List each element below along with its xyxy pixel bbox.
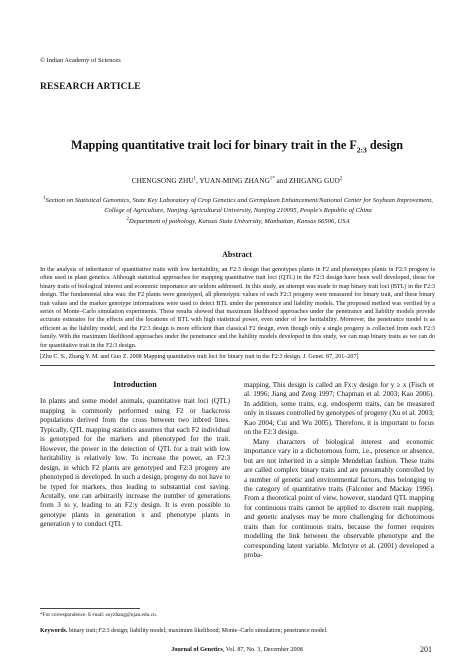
author-2: , YUAN-MING ZHANG	[196, 176, 270, 185]
title-subscript: 2:3	[356, 145, 367, 155]
page-number: 201	[420, 645, 432, 654]
author-3-affil: 2	[339, 176, 343, 182]
affiliation-1-marker: 1	[43, 196, 46, 201]
author-1-affil: 1	[193, 176, 197, 182]
column-right	[244, 381, 434, 561]
column-left	[40, 380, 230, 530]
divider-top	[40, 350, 435, 351]
affiliation-1	[40, 194, 436, 215]
intro-paragraph-2: Many characters of biological interest and economic importance vary in a dichotomous form, i.e., presence or absence, but are not inherited in a simple Mendelian fashion. These traits are called complex binary traits and are presumably controlled by a number of genetic and environmental factors, thus belonging to the category of quantitative traits (Falconer and Mackay 1996). From a theoretical point of view, however, standard QTL mapping for continuous traits cannot be applied to discrete trait mapping, and genetic analyses may be more challenging for dichotomous traits than for continuous traits, because the former requires modelling the link between the observable phenotype and the corresponding latent variable. McIntyre et al. (2001) developed a proba-	[244, 437, 434, 560]
title-main: Mapping quantitative trait loci for binary trait in the F	[70, 138, 357, 152]
journal-info: , Vol. 87, No. 3, December 2008	[222, 646, 303, 653]
intro-paragraph-1-cont: mapping. This design is called an Fx:y design for y ≥ x (Fisch et al. 1996; Jiang and Zeng 1997; Chapman et al. 2003; Kao 2006). In addition, some traits, e.g. endosperm traits, can be measured only in tissues controlled by genotypes of progeny (Xu et al. 2003; Kao 2004; Cui and Wu 2005). Therefore, it is important to focus on the F2:3 design.	[244, 381, 434, 437]
author-1: CHENGSONG ZHU	[131, 176, 194, 185]
keywords-text: binary trait; F2:3 design; liability model; maximum likelihood; Monte–Carlo simulation; penetrance model.	[67, 628, 328, 634]
journal-footer	[20, 646, 454, 653]
citation: [Zhu C. S., Zhang Y. M. and Guo Z. 2008 Mapping quantitative trait loci for binary trait in the F2:3 design. J. Genet. 87, 201–207]	[40, 354, 359, 360]
author-list	[20, 176, 454, 185]
intro-paragraph-1: In plants and some model animals, quantitative trait loci (QTL) mapping is commonly performed using F2 or backcross populations derived from the cross between two inbred lines. Typically, QTL mapping statistics assumes that each F2 individual is genotyped for the markers and phenotyped for the trait. However, the power in the detection of QTL for a trait with low heritability is relatively low. To increase the power, an F2:3 design, in which F2 plants are genotyped and F2:3 progeny are phenotyped is developed. In such a design, progeny do not have to be typed for markers, thus leading to substantial cost saving. Acutally, one can arbitrarily increase the number of generations from 3 to y, leading to an F2:y design. It is even possible to genotype plants in generation x and phenotype plants in generation y to conduct QTL	[40, 397, 230, 529]
divider-bottom	[40, 365, 435, 366]
title-end: design	[366, 138, 404, 152]
affiliation-2-text: Department of pathology, Kansas State University, Manhattan, Kansas 66506, USA	[128, 218, 350, 226]
affiliation-1-text: Section on Statistical Genomics, State Key Laboratory of Crop Genetics and Germplasm Enhancement/National Center for Soybean Improvement, College of Agriculture, Nanjing Agricultural University, Nanjing 210095, People's Republic of China	[45, 197, 433, 214]
affiliation-2	[40, 215, 436, 227]
paper-title	[20, 138, 454, 154]
affiliation-2-marker: 2	[126, 217, 129, 223]
abstract-text: In the analysis of inheritance of quantitative traits with low heritability, an F2:3 design that genotypes plants in F2 and phenotypes plants in F2:3 progeny is often used in plant genetics. Although statistical approaches for mapping quantitative trait loci (QTL) in the F2:3 design have been well developed, those for binary traits of biological interest and economic importance are seldom addressed. In this study, an attempt was made to map binary trait loci (BTL) in the F2:3 design. The fundamental idea was: the F2 plants were genotyped, all phenotypic values of each F2:3 progeny were measured for binary trait, and these binary trait values and the marker genotype informations were used to detect BTL under the penetrance and liability models. The proposed method was verified by a series of Monte–Carlo simulation experiments. These results showed that maximum likelihood approaches under the penetrance and liability models provide accurate estimates for the effects and the locations of BTL with high statistical power, even under of low heritability. Moreover, the penetrance model is as efficient as the liability model, and the F2:3 design is more efficient than classical F2 design, even though only a single progeny is collected from each F2:3 family. With the maximum likelihood approaches under the penetrance and the liability models developed in this study, we can map binary traits as we can do for quantitative trait in the F2:3 design.	[40, 267, 435, 349]
keywords	[40, 628, 440, 634]
keywords-label: Keywords.	[40, 628, 68, 634]
article-type: RESEARCH ARTICLE	[40, 82, 141, 92]
abstract-heading: Abstract	[222, 250, 252, 259]
author-3: and ZHIGANG GUO	[274, 176, 340, 185]
affiliations	[40, 194, 436, 227]
correspondence-footnote: *For correspondence. E-mail: soyzhang@njau.edu.cn.	[40, 612, 158, 618]
copyright-notice: © Indian Academy of Sciences	[40, 57, 121, 64]
section-heading-introduction: Introduction	[113, 380, 157, 389]
journal-name: Journal of Genetics	[171, 646, 223, 653]
footnote-divider	[40, 608, 140, 609]
author-2-affil: 1*	[269, 176, 275, 182]
